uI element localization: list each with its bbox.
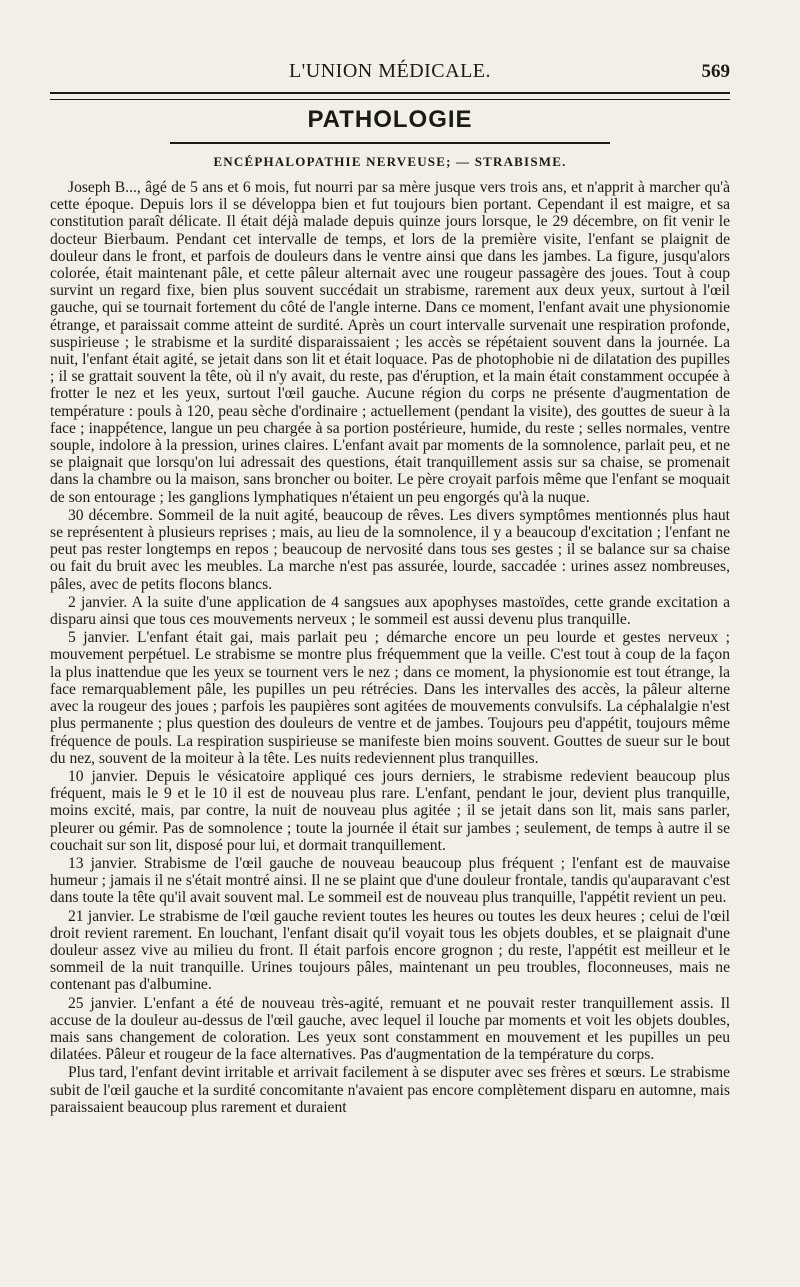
- journal-page: [50, 0, 730, 1287]
- paragraph: 5 janvier. L'enfant était gai, mais parlait peu ; démarche encore un peu lourde et gestes nerveux ; mouvement perpétuel. Le strabisme se montre plus fréquemment que la veille. C'est tout à coup de la façon la plus inattendue que les yeux se tournent vers le nez ; dans ce moment, la physionomie est tout étrange, la face remarquablement pâle, les pupilles un peu rétrécies. Dans les intervalles des accès, la pâleur alterne avec la rougeur des joues ; parfois les paupières sont agitées de mouvements convulsifs. La céphalalgie n'est plus permanente ; plus question des douleurs de ventre et de jambes. Toujours peu d'appétit, toujours même fréquence de pouls. La respiration suspirieuse se manifeste bien moins souvent. Gouttes de sueur sur le bout du nez, souvent de la moiteur à la tête. Les nuits redeviennent plus tranquilles.: [50, 629, 730, 767]
- article-body: [50, 179, 730, 1117]
- article-subtitle: ENCÉPHALOPATHIE NERVEUSE; — STRABISME.: [213, 154, 567, 169]
- title-rule: [170, 142, 610, 144]
- paragraph: 30 décembre. Sommeil de la nuit agité, beaucoup de rêves. Les divers symptômes mentionnés plus haut se représentent à plusieurs reprises ; mais, au lieu de la somnolence, il y a beaucoup d'excitation ; l'enfant ne peut pas rester longtemps en repos ; beaucoup de nervosité dans tous ses gestes ; il se balance sur sa chaise ou fait du bruit avec les meubles. La marche n'est pas assurée, lourde, saccadée : urines assez nombreuses, pâles, avec de petits flocons blancs.: [50, 506, 730, 593]
- page-header: [50, 58, 730, 90]
- paragraph: 10 janvier. Depuis le vésicatoire appliqué ces jours derniers, le strabisme redevient beaucoup plus fréquent, mais le 9 et le 10 il est de nouveau plus rare. L'enfant, pendant le jour, devient plus tranquille, moins excité, mais, par contre, la nuit de nouveau plus agitée ; il se jetait dans son lit, mais sans parler, pleurer ou gémir. Pas de somnolence ; toute la journée il était sur jambes ; seulement, de temps à autre il se couchait sur son lit, disposé pour lui, et dormait tranquillement.: [50, 767, 730, 854]
- paragraph: 21 janvier. Le strabisme de l'œil gauche revient toutes les heures ou toutes les deux heures ; celui de l'œil droit revient rarement. En louchant, l'enfant disait qu'il voyait tous les objets doubles, et se plaignait d'une douleur assez vive au milieu du front. Il était parfois encore grognon ; du reste, l'appétit est meilleur et le sommeil de la nuit tranquille. Urines toujours pâles, maintenant un peu troubles, floconneuses, mais ne contenant pas d'albumine.: [50, 907, 730, 994]
- paragraph: Plus tard, l'enfant devint irritable et arrivait facilement à se disputer avec ses frères et sœurs. Le strabisme subit de l'œil gauche et la surdité concomitante n'avaient pas encore complètement disparu en automne, mais paraissaient beaucoup plus rarement et duraient: [50, 1064, 730, 1116]
- paragraph: 2 janvier. A la suite d'une application de 4 sangsues aux apophyses mastoïdes, cette grande excitation a disparu ainsi que tous ces mouvements nerveux ; le sommeil est aussi devenu plus tranquille.: [50, 593, 730, 629]
- section-title: PATHOLOGIE: [307, 106, 473, 133]
- paragraph: 13 janvier. Strabisme de l'œil gauche de nouveau beaucoup plus fréquent ; l'enfant est de mauvaise humeur ; jamais il ne s'était montré ainsi. Il ne se plaint que d'une douleur frontale, tandis qu'auparavant c'est dans toute la tête qu'il avait souvent mal. Le sommeil est de nouveau plus tranquille, l'appétit revient un peu.: [50, 854, 730, 907]
- header-rule: [50, 92, 730, 100]
- running-title: L'UNION MÉDICALE.: [288, 60, 492, 82]
- paragraph: Joseph B..., âgé de 5 ans et 6 mois, fut nourri par sa mère jusque vers trois ans, et n'apprit à marcher qu'à cette époque. Depuis lors il se développa bien et fut toujours bien portant. Cependant il est maigre, et sa constitution paraît délicate. Il était déjà malade depuis quinze jours lorsque, le 29 décembre, on fit venir le docteur Bierbaum. Pendant cet intervalle de temps, et lors de la première visite, l'enfant se plaignit de douleur dans le front, et parfois de douleurs dans le ventre ainsi que dans les jambes. La figure, jusqu'alors colorée, était maintenant pâle, et cette pâleur alternait avec une rougeur passagère des joues. Tout à coup survint un regard fixe, bien plus souvent succédait un strabisme, rarement aux deux yeux, surtout à l'œil gauche, qui se tournait fortement du côté de l'angle interne. Dans ce moment, l'enfant avait une physionomie étrange, et paraissait comme atteint de surdité. Après un court intervalle survenait une respiration profonde, suspirieuse ; le strabisme et la surdité disparaissaient ; les accès se répétaient souvent dans la journée. La nuit, l'enfant était agité, se jetait dans son lit et était loquace. Pas de photophobie ni de dilatation des pupilles ; il se grattait souvent la tête, où il n'y avait, du reste, pas d'éruption, et la main était constamment occupée à frotter le nez et les yeux, surtout l'œil gauche. Aucune région du corps ne présente d'augmentation de température : pouls à 120, peau sèche d'ordinaire ; actuellement (pendant la visite), des gouttes de sueur à la face ; inappétence, langue un peu chargée à sa portion postérieure, humide, du reste ; selles normales, ventre souple, indolore à la pression, urines claires. L'enfant avait par moments de la somnolence, parlait peu, et ne se plaignait que lorsqu'on lui adressait des questions, était tranquillement assis sur sa chaise, se promenait dans la chambre ou la maison, sans broncher ou boiter. Le père croyait parfois même que l'enfant se moquait de son entourage ; les ganglions lymphatiques n'étaient un peu engorgés qu'à la nuque.: [50, 179, 730, 506]
- page-number: 569: [701, 61, 730, 82]
- paragraph: 25 janvier. L'enfant a été de nouveau très-agité, remuant et ne pouvait rester tranquillement assis. Il accuse de la douleur au-dessus de l'œil gauche, avec lequel il louche par moments et voit les objets doubles, mais sans changement de coloration. Les yeux sont constamment en mouvement et les pupilles un peu dilatées. Pâleur et rougeur de la face alternatives. Pas d'augmentation de la température du corps.: [50, 994, 730, 1064]
